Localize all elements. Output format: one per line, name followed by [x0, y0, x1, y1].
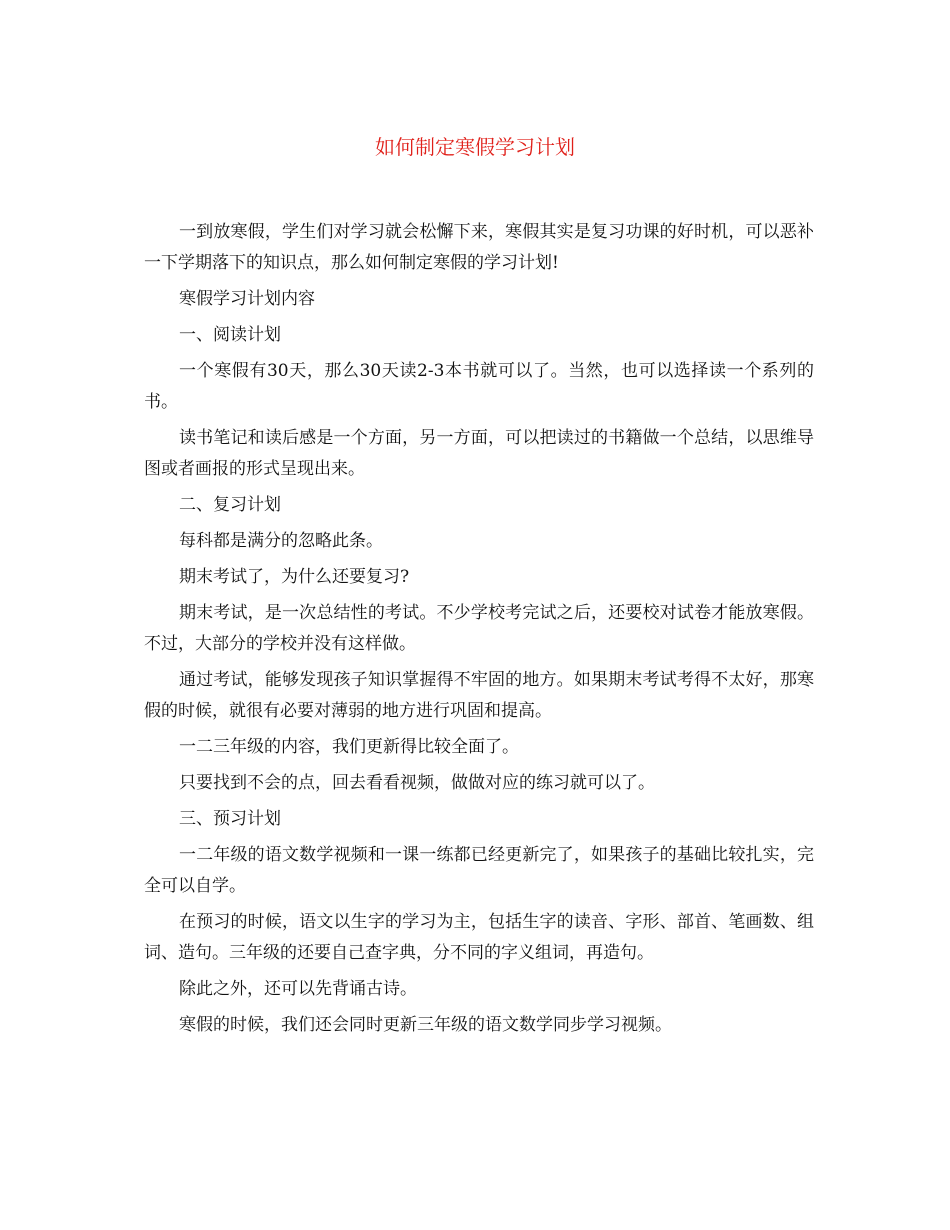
- paragraph-third-grade-videos: 寒假的时候，我们还会同时更新三年级的语文数学同步学习视频。: [179, 1015, 672, 1035]
- paragraph-full-marks: 每科都是满分的忽略此条。: [179, 531, 383, 551]
- paragraph-intro: 一到放寒假，学生们对学习就会松懈下来，寒假其实是复习功课的好时机，可以恶补一下学期落下的知识点，那么如何制定寒假的学习计划!: [144, 222, 814, 273]
- heading-reading-plan: 一、阅读计划: [179, 325, 281, 345]
- document-body: [144, 217, 814, 1046]
- document-title: 如何制定寒假学习计划: [375, 135, 575, 159]
- paragraph-characters: 在预习的时候，语文以生字的学习为主，包括生字的读音、字形、部首、笔画数、组词、造句。三年级的还要自己查字典，分不同的字义组词，再造句。: [144, 912, 814, 963]
- heading-preview-plan: 三、预习计划: [179, 809, 281, 829]
- paragraph-watch-videos: 只要找到不会的点，回去看看视频，做做对应的练习就可以了。: [179, 773, 655, 793]
- paragraph-grades-updated: 一二三年级的内容，我们更新得比较全面了。: [179, 737, 519, 757]
- heading-review-plan: 二、复习计划: [179, 495, 281, 515]
- paragraph-final-exam: 期末考试，是一次总结性的考试。不少学校考完试之后，还要校对试卷才能放寒假。不过，大部分的学校并没有这样做。: [144, 603, 814, 654]
- paragraph-weak-points: 通过考试，能够发现孩子知识掌握得不牢固的地方。如果期末考试考得不太好，那寒假的时候，就很有必要对薄弱的地方进行巩固和提高。: [144, 670, 814, 721]
- paragraph-reading-books: 一个寒假有30天，那么30天读2-3本书就可以了。当然，也可以选择读一个系列的书。: [144, 361, 814, 412]
- heading-plan-contents: 寒假学习计划内容: [179, 289, 315, 309]
- paragraph-self-study: 一二年级的语文数学视频和一课一练都已经更新完了，如果孩子的基础比较扎实，完全可以自学。: [144, 845, 814, 896]
- paragraph-why-review: 期末考试了，为什么还要复习?: [179, 567, 410, 587]
- paragraph-reading-notes: 读书笔记和读后感是一个方面，另一方面，可以把读过的书籍做一个总结，以思维导图或者画报的形式呈现出来。: [144, 428, 814, 479]
- paragraph-ancient-poems: 除此之外，还可以先背诵古诗。: [179, 979, 417, 999]
